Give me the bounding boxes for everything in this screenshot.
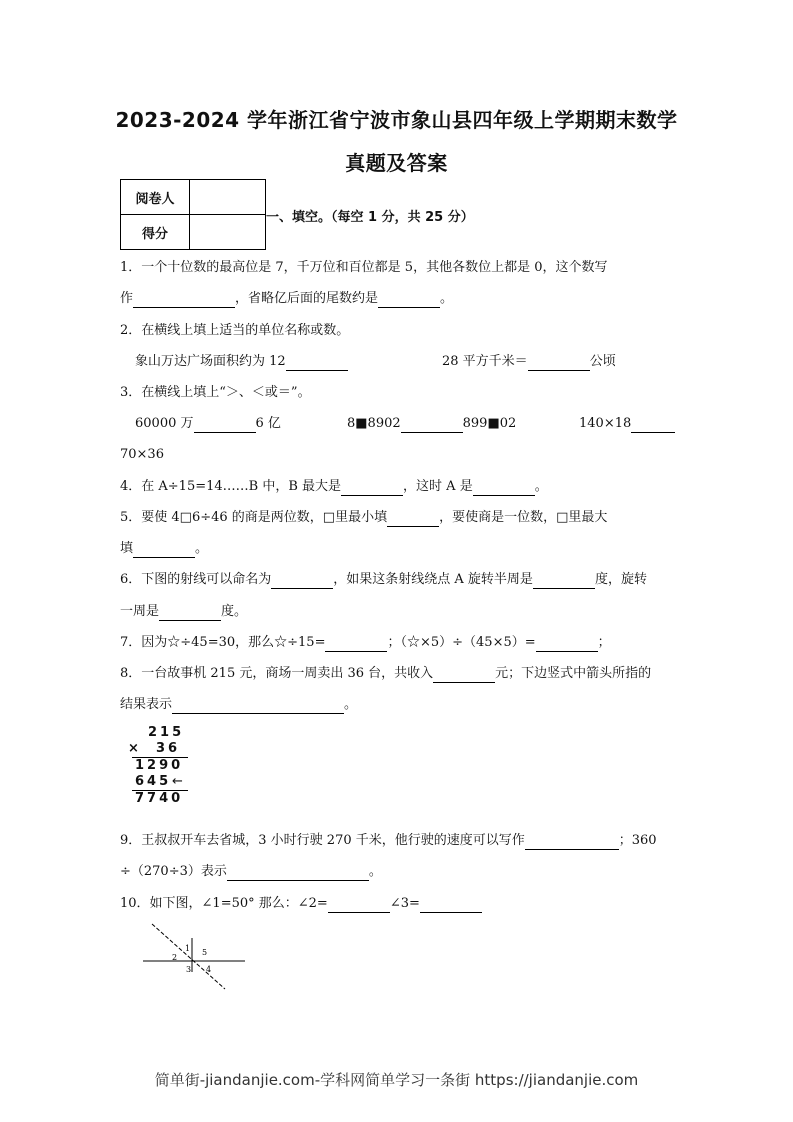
question-4: 4．在 A÷15=14……B 中，B 最大是 ，这时 A 是 。 xyxy=(120,479,548,494)
question-2-line1: 2．在横线上填上适当的单位名称或数。 xyxy=(120,323,350,338)
answer-blank[interactable] xyxy=(159,606,221,621)
answer-blank[interactable] xyxy=(227,866,369,881)
multiplicand: 215 xyxy=(148,725,185,740)
angle-figure xyxy=(140,920,250,995)
document-title: 2023-2024 学年浙江省宁波市象山县四年级上学期期末数学 xyxy=(115,108,678,132)
angle-label-3: 3 xyxy=(186,965,192,974)
question-7: 7．因为☆÷45=30，那么☆÷15= ；（☆×5）÷（45×5）= ； xyxy=(120,635,611,650)
footer-watermark: 简单街-jiandanjie.com-学科网简单学习一条街 https://jiandanjie.com xyxy=(154,1071,639,1089)
answer-blank[interactable] xyxy=(533,574,595,589)
multiplier: 36 xyxy=(156,741,181,756)
answer-blank[interactable] xyxy=(378,293,440,308)
answer-blank[interactable] xyxy=(387,512,439,527)
question-6-line1: 6．下图的射线可以命名为 ，如果这条射线绕点 A 旋转半周是 度，旋转 xyxy=(120,572,647,587)
partial-product-1: 1290 xyxy=(135,758,184,773)
answer-blank[interactable] xyxy=(172,699,344,714)
angle-label-1: 1 xyxy=(185,944,191,953)
reviewer-label: 阅卷人 xyxy=(121,180,190,215)
question-8-line2: 结果表示 。 xyxy=(120,697,358,712)
vertical-multiplication xyxy=(128,725,198,807)
question-5-line2: 填 。 xyxy=(120,541,209,556)
question-3-line1: 3．在横线上填上“＞、＜或＝”。 xyxy=(120,385,311,400)
question-2-part-b: 28 平方千米＝ 公顷 xyxy=(442,354,616,369)
reviewer-cell xyxy=(190,180,266,215)
partial-product-2: 645 xyxy=(135,774,172,789)
question-9-line2: ÷（270÷3）表示 。 xyxy=(120,864,382,879)
answer-blank[interactable] xyxy=(528,356,590,371)
section-heading: 一、填空。（每空 1 分，共 25 分） xyxy=(266,210,474,225)
question-9-line1: 9．王叔叔开车去省城，3 小时行驶 270 千米，他行驶的速度可以写作 ；360 xyxy=(120,833,657,848)
answer-blank[interactable] xyxy=(341,481,403,496)
answer-blank[interactable] xyxy=(133,543,195,558)
question-1-line2: 作 ，省略亿后面的尾数约是 。 xyxy=(120,291,454,306)
answer-blank[interactable] xyxy=(420,898,482,913)
question-3-line3: 70×36 xyxy=(120,447,164,462)
times-sign: × xyxy=(128,741,142,756)
document-title-line2: 真题及答案 xyxy=(345,151,448,175)
question-2-part-a: 象山万达广场面积约为 12 xyxy=(135,353,348,371)
answer-blank[interactable] xyxy=(286,356,348,371)
slanted-line xyxy=(152,924,225,989)
angle-label-2: 2 xyxy=(172,953,178,962)
question-1-line1: 1．一个十位数的最高位是 7，千万位和百位都是 5，其他各数位上都是 0，这个数写 xyxy=(120,260,608,275)
question-5-line1: 5．要使 4□6÷46 的商是两位数，□里最小填 ，要使商是一位数，□里最大 xyxy=(120,510,608,525)
answer-blank[interactable] xyxy=(328,898,390,913)
answer-blank[interactable] xyxy=(433,668,495,683)
angle-label-4: 4 xyxy=(206,965,212,974)
product: 7740 xyxy=(135,791,184,806)
answer-blank[interactable] xyxy=(133,293,235,308)
answer-blank[interactable] xyxy=(325,637,387,652)
partial-product-2-row xyxy=(128,774,198,790)
question-6-line2: 一周是 度。 xyxy=(120,604,248,619)
question-8-line1: 8．一台故事机 215 元，商场一周卖出 36 台，共收入 元；下边竖式中箭头所指的 xyxy=(120,666,652,681)
answer-blank[interactable] xyxy=(194,418,256,433)
question-3-part-c: 140×18 xyxy=(579,415,675,433)
score-cell xyxy=(190,215,266,250)
arrow-left-icon: ← xyxy=(172,774,183,789)
answer-blank[interactable] xyxy=(473,481,535,496)
multiplier-row xyxy=(128,741,198,757)
question-3-part-b: 8■8902 899■02 xyxy=(347,416,517,431)
question-10: 10．如下图，∠1=50° 那么：∠2= ∠3= xyxy=(120,895,482,913)
question-3-part-a: 60000 万 6 亿 xyxy=(135,416,281,431)
answer-blank[interactable] xyxy=(525,835,619,850)
answer-blank[interactable] xyxy=(631,418,675,433)
score-label: 得分 xyxy=(121,215,190,250)
answer-blank[interactable] xyxy=(271,574,333,589)
answer-blank[interactable] xyxy=(536,637,598,652)
answer-blank[interactable] xyxy=(401,418,463,433)
angle-label-5: 5 xyxy=(202,948,208,957)
score-table xyxy=(120,179,266,250)
